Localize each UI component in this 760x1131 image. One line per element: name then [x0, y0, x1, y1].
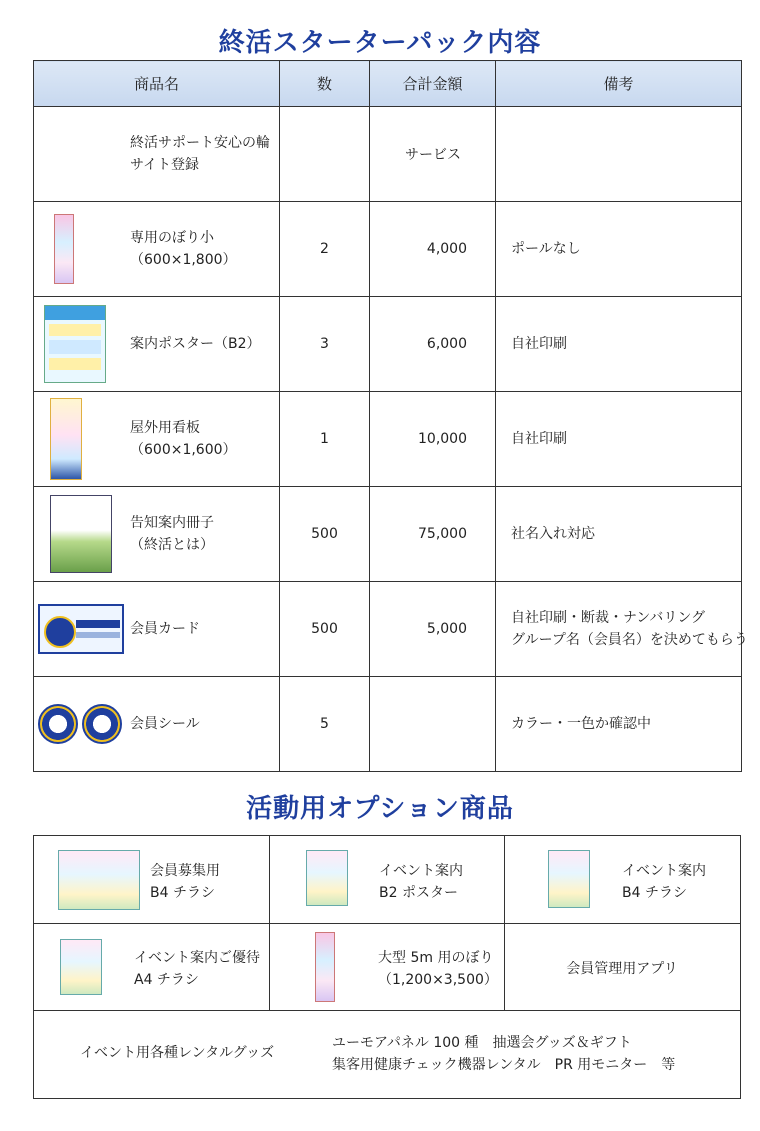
rental-goods-desc — [332, 1032, 675, 1076]
option-label — [150, 860, 220, 904]
amount-cell: 10,000 — [370, 392, 496, 487]
rental-desc-line: ユーモアパネル 100 種 抽選会グッズ＆ギフト — [332, 1035, 632, 1051]
header-quantity: 数 — [280, 61, 370, 107]
note-cell — [496, 297, 742, 392]
table-row — [34, 202, 742, 297]
header-total-amount: 合計金額 — [370, 61, 496, 107]
option-line: 大型 5m 用のぼり — [378, 950, 494, 966]
amount-cell — [370, 677, 496, 772]
product-name: 屋外用看板 — [130, 420, 200, 436]
table-row — [34, 107, 742, 202]
product-label — [130, 512, 214, 556]
note-cell — [496, 392, 742, 487]
product-sub: サイト登録 — [130, 157, 200, 173]
product-cell — [34, 487, 280, 582]
member-seal-image — [38, 704, 78, 744]
note-line: ポールなし — [511, 241, 581, 257]
table-header-row — [34, 61, 742, 107]
note-cell — [496, 107, 742, 202]
product-name: 会員シール — [130, 716, 200, 732]
product-cell — [34, 392, 280, 487]
starter-pack-table — [33, 60, 748, 772]
option-label — [378, 947, 498, 991]
product-label — [130, 618, 200, 640]
section-title: 活動用オプション商品 — [246, 794, 514, 824]
poster-image — [44, 305, 106, 383]
qty-cell: 1 — [280, 392, 370, 487]
option-label — [622, 860, 706, 904]
product-label — [130, 132, 270, 176]
product-label — [130, 333, 261, 355]
event-poster-image — [306, 850, 348, 906]
option-line: イベント案内 — [379, 863, 463, 879]
qty-cell: 5 — [280, 677, 370, 772]
divider — [34, 923, 740, 924]
note-cell — [496, 487, 742, 582]
divider — [34, 1010, 740, 1011]
note-line: カラー・一色か確認中 — [511, 716, 651, 732]
product-cell — [34, 202, 280, 297]
event-a4-flyer-image — [60, 939, 102, 995]
rental-goods-label: イベント用各種レンタルグッズ — [80, 1045, 275, 1061]
note-line: 自社印刷・断裁・ナンバリング — [511, 610, 706, 626]
option-line: イベント案内ご優待 — [134, 950, 260, 966]
option-label — [379, 860, 463, 904]
amount-cell: 75,000 — [370, 487, 496, 582]
note-cell — [496, 677, 742, 772]
booklet-image — [50, 495, 112, 573]
product-sub: （600×1,800） — [130, 252, 237, 268]
table-row — [34, 297, 742, 392]
option-line: 会員管理用アプリ — [566, 961, 678, 977]
product-cell — [34, 297, 280, 392]
large-banner-image — [315, 932, 335, 1002]
header-remarks: 備考 — [496, 61, 742, 107]
member-card-image — [38, 604, 124, 654]
option-line: A4 チラシ — [134, 972, 199, 988]
product-name: 専用のぼり小 — [130, 230, 214, 246]
option-label — [134, 947, 260, 991]
amount-cell: 4,000 — [370, 202, 496, 297]
rental-desc-line: 集客用健康チェック機器レンタル PR 用モニター 等 — [332, 1057, 676, 1073]
option-label — [504, 958, 740, 980]
product-cell — [34, 107, 280, 202]
option-line: イベント案内 — [622, 863, 706, 879]
note-line: 社名入れ対応 — [511, 526, 595, 542]
recruit-flyer-image — [58, 850, 140, 910]
product-label — [130, 417, 237, 461]
product-label — [130, 713, 200, 735]
amount-cell: 6,000 — [370, 297, 496, 392]
option-line: B4 チラシ — [622, 885, 687, 901]
product-name: 会員カード — [130, 621, 200, 637]
product-cell — [34, 677, 280, 772]
qty-cell: 500 — [280, 487, 370, 582]
divider — [504, 836, 505, 1010]
option-line: B2 ポスター — [379, 885, 458, 901]
qty-cell: 3 — [280, 297, 370, 392]
amount-cell: 5,000 — [370, 582, 496, 677]
product-cell — [34, 582, 280, 677]
qty-cell: 2 — [280, 202, 370, 297]
table-row — [34, 487, 742, 582]
header-product-name: 商品名 — [34, 61, 280, 107]
option-line: B4 チラシ — [150, 885, 215, 901]
options-grid — [33, 835, 741, 1099]
product-name: 案内ポスター（B2） — [130, 336, 261, 352]
amount-cell: サービス — [370, 107, 496, 202]
note-cell — [496, 202, 742, 297]
note-cell — [496, 582, 748, 677]
table-row — [34, 582, 742, 677]
product-sub: （600×1,600） — [130, 442, 237, 458]
table-row — [34, 392, 742, 487]
table-row — [34, 677, 742, 772]
option-line: （1,200×3,500） — [378, 972, 498, 988]
qty-cell: 500 — [280, 582, 370, 677]
event-flyer-image — [548, 850, 590, 908]
option-line: 会員募集用 — [150, 863, 220, 879]
product-label — [130, 227, 237, 271]
note-line: グループ名（会員名）を決めてもらう — [511, 632, 748, 648]
note-line: 自社印刷 — [511, 336, 567, 352]
member-seal-image — [82, 704, 122, 744]
product-name: 告知案内冊子 — [130, 515, 214, 531]
product-sub: （終活とは） — [130, 537, 214, 553]
banner-flag-image — [54, 214, 74, 284]
note-line: 自社印刷 — [511, 431, 567, 447]
product-name: 終活サポート安心の輪 — [130, 135, 270, 151]
signboard-image — [50, 398, 82, 480]
divider — [269, 836, 270, 1010]
qty-cell — [280, 107, 370, 202]
page-title: 終活スターターパック内容 — [218, 28, 542, 58]
